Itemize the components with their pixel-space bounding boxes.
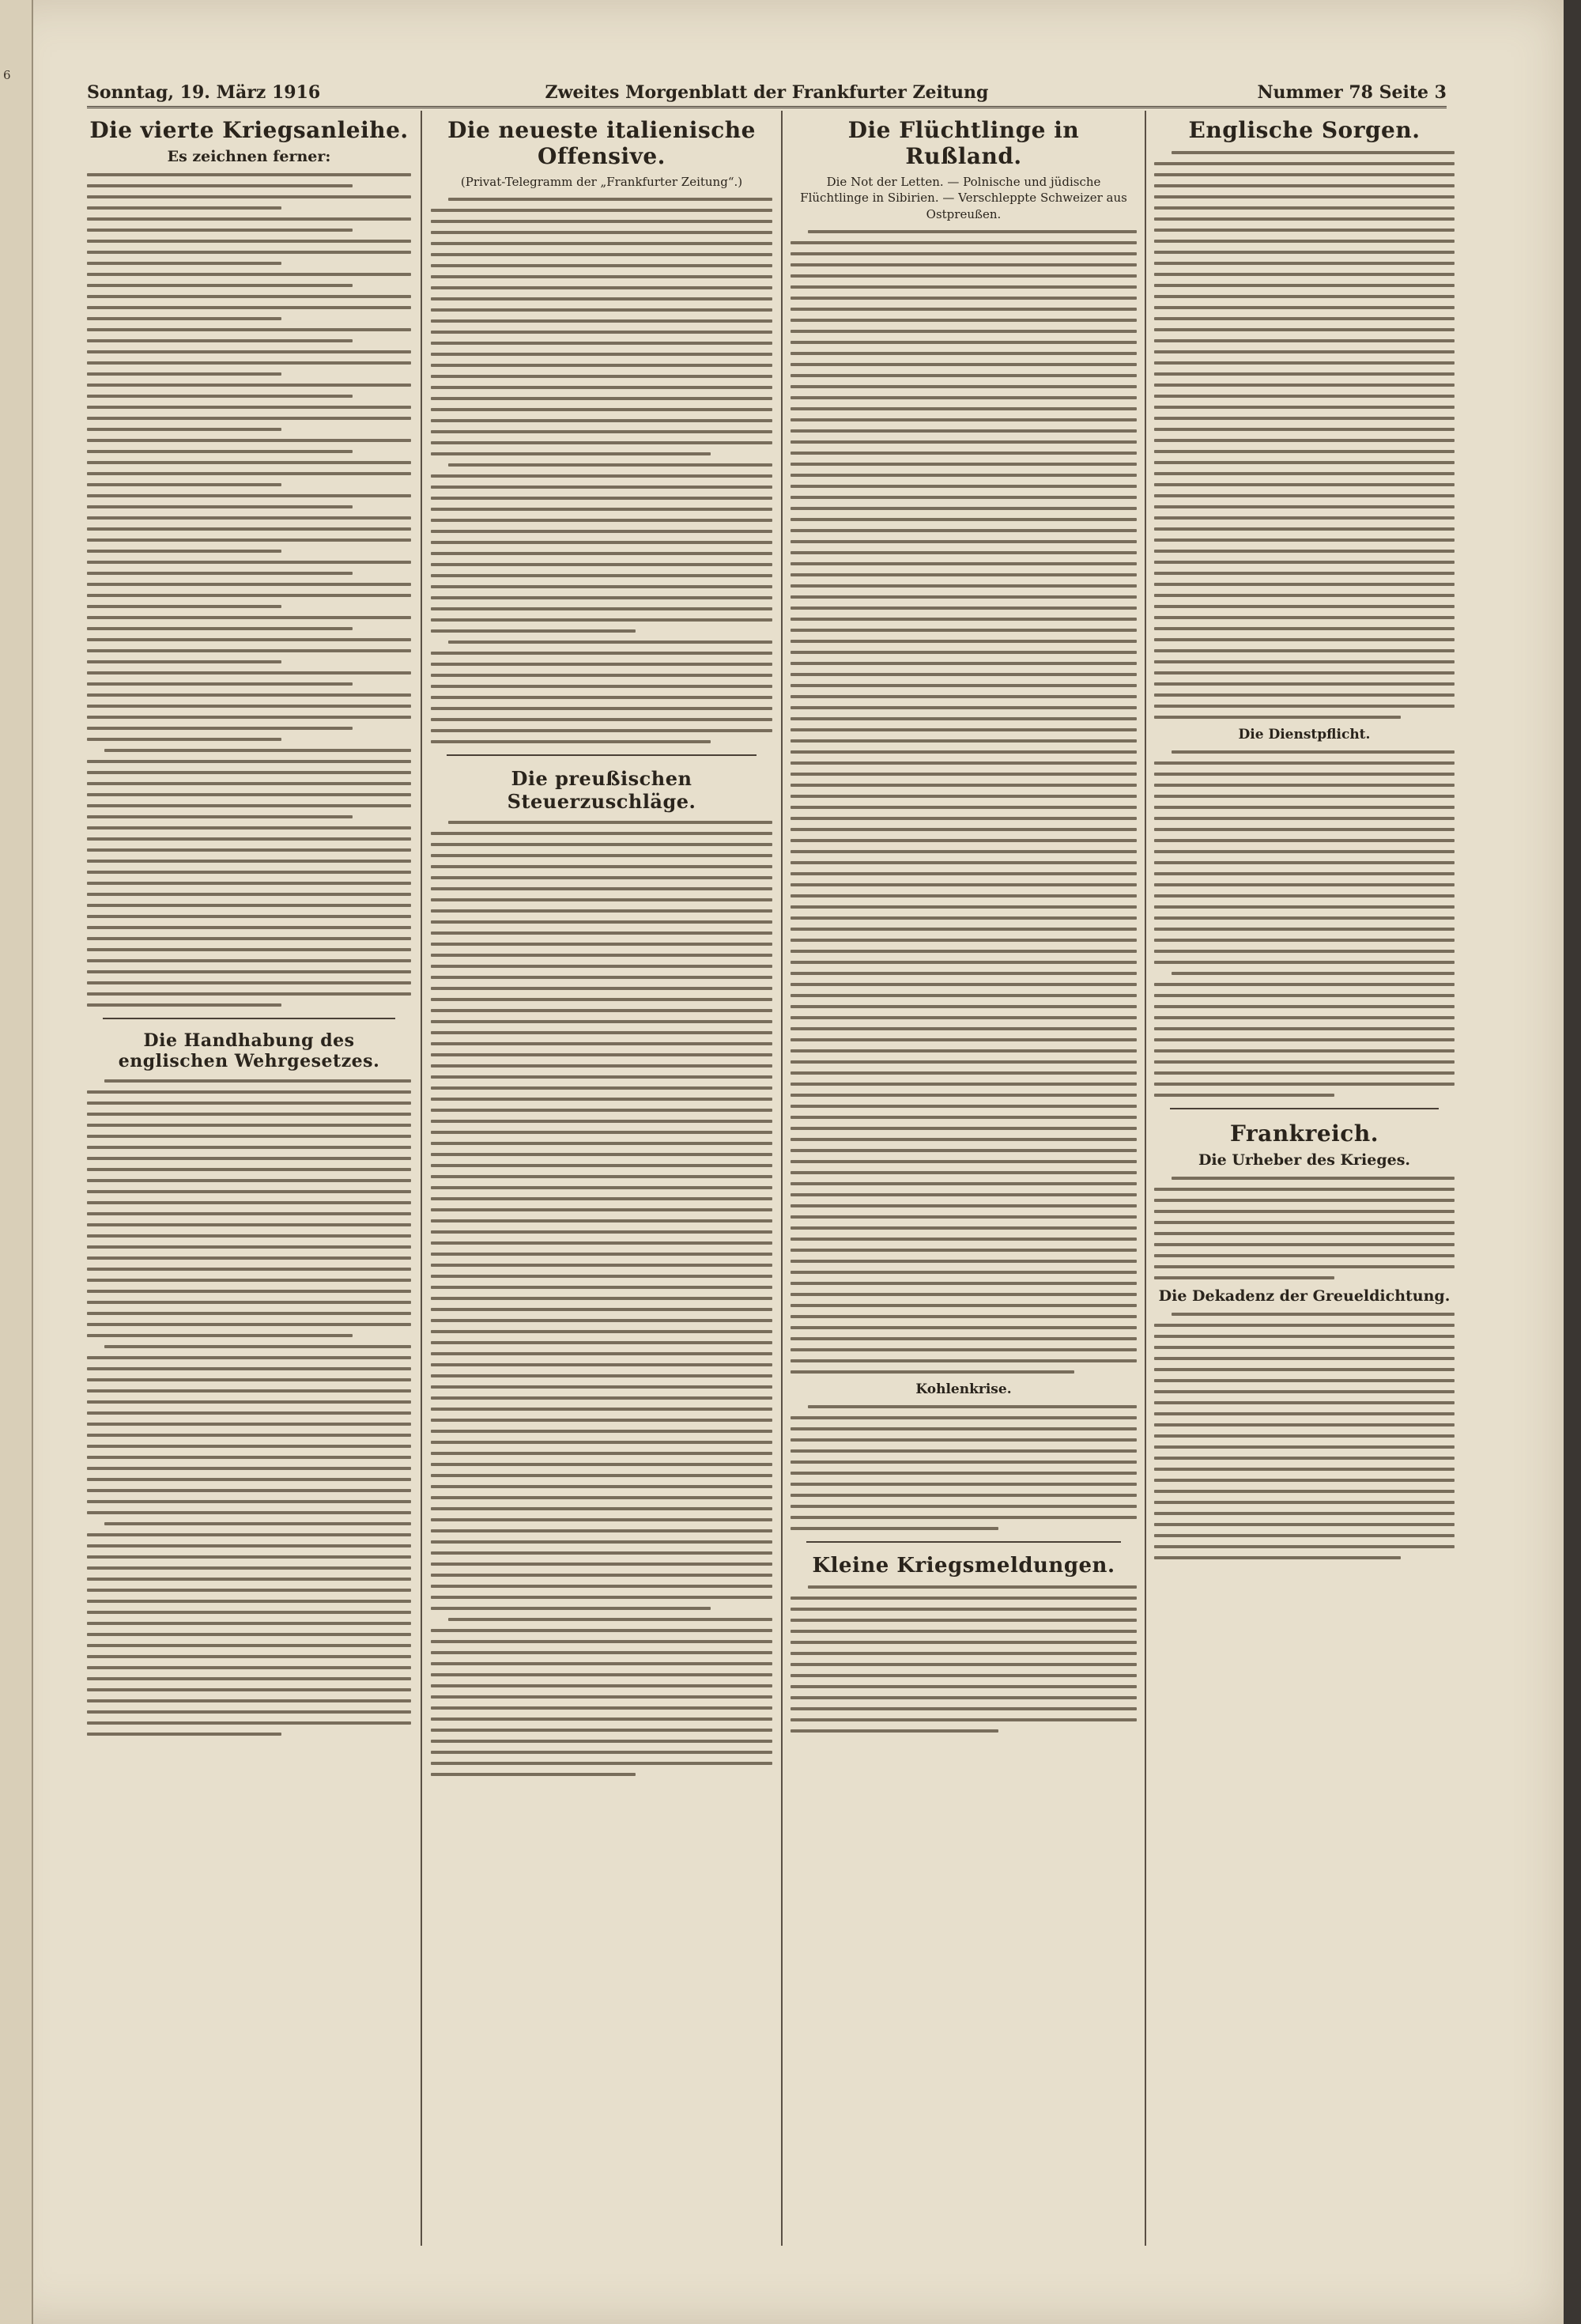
article-body [1154,151,1455,719]
column-3 [790,111,1137,2269]
column-1 [87,111,411,2269]
article-body [790,1585,1137,1733]
article-subtitle: Die Urheber des Krieges. [1198,1151,1411,1169]
article-body [1154,1313,1455,1559]
article-body [1154,750,1455,1097]
article-body [87,1079,411,1736]
masthead-paper-name: Zweites Morgenblatt der Frankfurter Zeitung [545,82,989,103]
article-minor-title: Kohlenkrise. [915,1381,1012,1397]
article-divider [447,754,757,756]
article-title: Frankreich. [1230,1120,1379,1147]
article-subheads: Die Not der Letten. — Polnische und jüdische Flüchtlinge in Sibirien. — Verschleppte Schweizer aus Ostpreußen. [800,175,1127,221]
article-source: (Privat-Telegramm der „Frankfurter Zeitung“.) [460,175,743,189]
article-title: Die preußischen Steuerzuschläge. [507,767,696,814]
article-title: Die Flüchtlinge in Rußland. [847,117,1080,169]
article-divider [103,1018,395,1019]
article-body [1154,1177,1455,1279]
masthead-date: Sonntag, 19. März 1916 [87,82,321,103]
article-body [790,230,1137,1374]
article-title: Die vierte Kriegsanleihe. [89,117,409,143]
article-subtitle: Es zeichnen ferner: [167,148,331,165]
article-body [431,821,772,1776]
edge-page-number: 6 [3,68,11,82]
article-title: Englische Sorgen. [1188,117,1421,143]
article-divider [806,1541,1121,1543]
article-subtitle: Die Dekadenz der Greueldichtung. [1158,1287,1451,1305]
column-rule [421,111,422,2246]
article-title: Die neueste italienische Offensive. [447,117,756,169]
column-4 [1154,111,1455,2269]
column-rule [1145,111,1146,2246]
article-title: Die Handhabung des englischen Wehrgesetzes. [118,1030,380,1071]
article-body [87,749,411,1007]
masthead [87,79,1447,108]
masthead-page-number: Nummer 78 Seite 3 [1257,82,1447,103]
article-divider [1170,1108,1439,1109]
column-rule [781,111,783,2246]
column-2 [431,111,772,2269]
article-title: Kleine Kriegsmeldungen. [812,1553,1115,1578]
subscriber-list [87,173,411,741]
article-body [431,198,772,743]
previous-page-edge [0,0,33,2324]
article-body [790,1405,1137,1530]
article-minor-title: Die Dienstpflicht. [1238,727,1371,743]
